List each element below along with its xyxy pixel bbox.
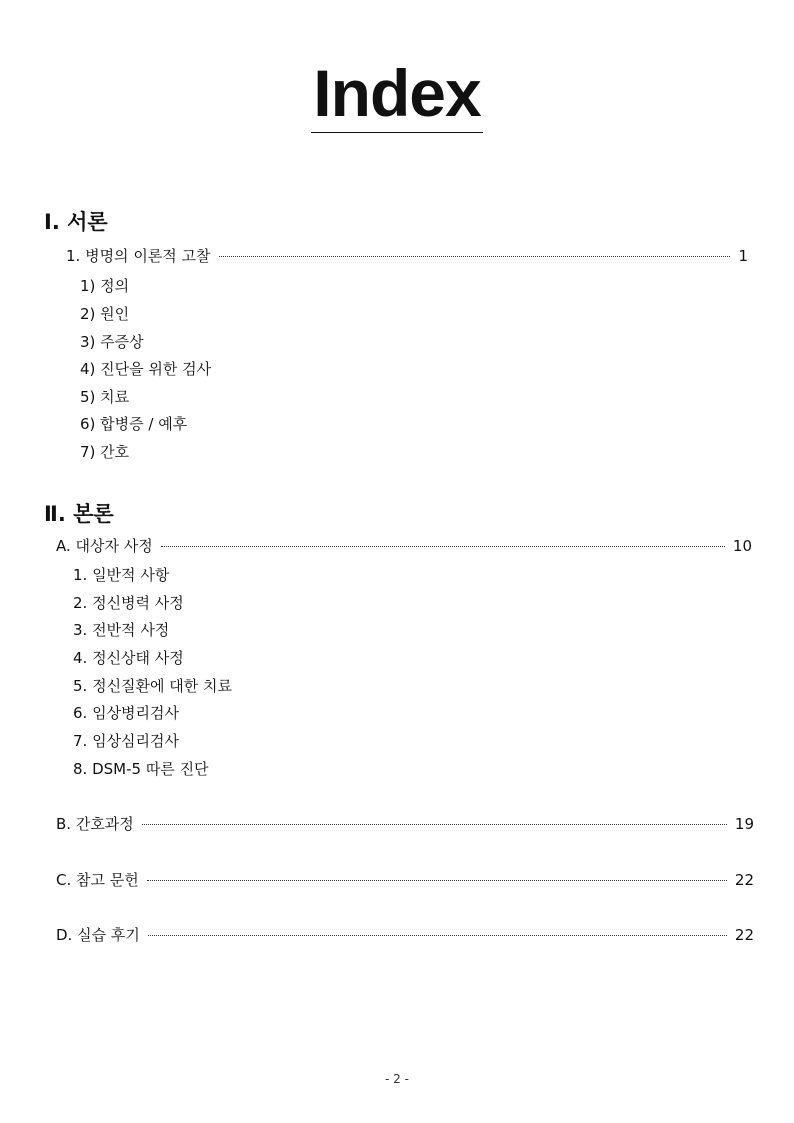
toc-page-number: 10 xyxy=(732,537,752,555)
toc-entry-label: C. 참고 문헌 xyxy=(56,871,139,889)
section-heading-body: Ⅱ. 본론 xyxy=(44,502,114,526)
toc-entry-nursing-process[interactable] xyxy=(56,813,754,834)
toc-page-number: 19 xyxy=(734,815,754,833)
toc-subitem: 4. 정신상태 사정 xyxy=(73,649,184,667)
toc-leader-dots xyxy=(142,824,727,825)
toc-page-number: 22 xyxy=(734,871,754,889)
toc-leader-dots xyxy=(161,546,725,547)
page-title-wrap xyxy=(0,56,794,133)
toc-subitem: 4) 진단을 위한 검사 xyxy=(80,360,212,378)
section-heading-intro: Ⅰ. 서론 xyxy=(44,210,108,234)
toc-subitem: 3) 주증상 xyxy=(80,333,144,351)
toc-subitem: 7. 임상심리검사 xyxy=(73,732,180,750)
toc-subitem: 1) 정의 xyxy=(80,277,130,295)
toc-subitem: 7) 간호 xyxy=(80,443,130,461)
toc-entry-label: 1. 병명의 이론적 고찰 xyxy=(66,247,211,265)
page-title: Index xyxy=(311,56,482,133)
page-number-footer: - 2 - xyxy=(385,1072,409,1086)
toc-subitem: 3. 전반적 사정 xyxy=(73,621,170,639)
toc-subitem: 6. 임상병리검사 xyxy=(73,704,180,722)
toc-subitem: 1. 일반적 사항 xyxy=(73,566,170,584)
toc-entry-label: B. 간호과정 xyxy=(56,815,134,833)
toc-entry-practice-review[interactable] xyxy=(56,924,754,945)
toc-leader-dots xyxy=(147,880,727,881)
toc-subitem: 6) 합병증 / 예후 xyxy=(80,415,188,433)
toc-leader-dots xyxy=(148,935,727,936)
toc-entry-references[interactable] xyxy=(56,869,754,890)
toc-entry-label: A. 대상자 사정 xyxy=(56,537,153,555)
toc-subitem: 5) 치료 xyxy=(80,388,130,406)
toc-entry-disease-theory[interactable] xyxy=(66,245,748,266)
toc-leader-dots xyxy=(219,256,731,257)
toc-page-number: 22 xyxy=(734,926,754,944)
toc-entry-patient-assessment[interactable] xyxy=(56,535,752,556)
toc-subitem: 2) 원인 xyxy=(80,305,130,323)
toc-page-number: 1 xyxy=(738,247,748,265)
toc-subitem: 5. 정신질환에 대한 치료 xyxy=(73,677,233,695)
toc-entry-label: D. 실습 후기 xyxy=(56,926,140,944)
toc-subitem: 2. 정신병력 사정 xyxy=(73,594,184,612)
toc-subitem: 8. DSM-5 따른 진단 xyxy=(73,760,209,778)
